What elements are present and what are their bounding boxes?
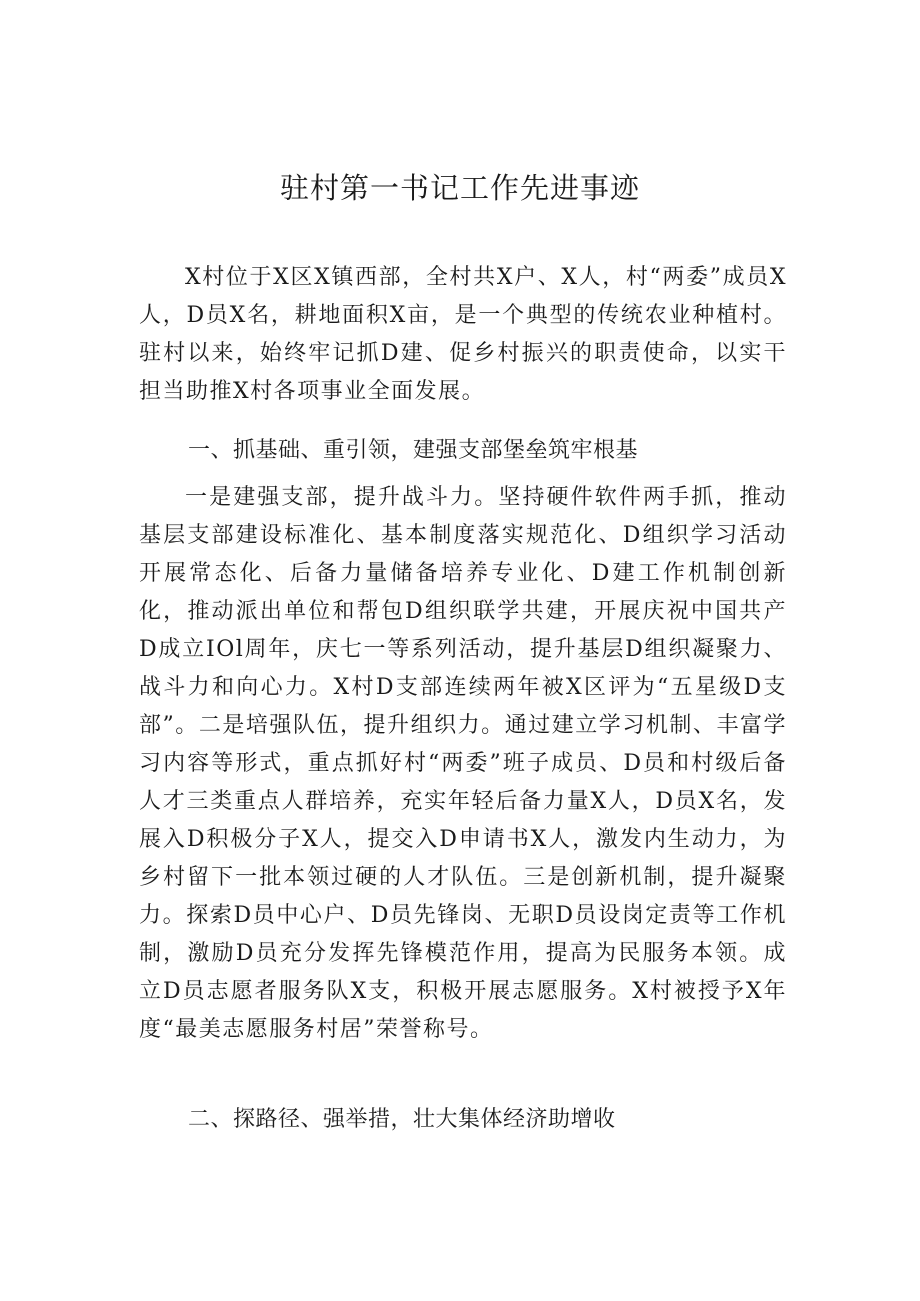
section-1-paragraph: 一是建强支部，提升战斗力。坚持硬件软件两手抓，推动基层支部建设标准化、基本制度落实规范化、D组织学习活动开展常态化、后备力量储备培养专业化、D建工作机制创新化，推动派出单位和帮包D组织联学共建，开展庆祝中国共产D成立IOl周年，庆七一等系列活动，提升基层D组织凝聚力、战斗力和向心力。X村D支部连续两年被X区评为“五星级D支部”。二是培强队伍，提升组织力。通过建立学习机制、丰富学习内容等形式，重点抓好村“两委”班子成员、D员和村级后备人才三类重点人群培养，充实年轻后备力量X人，D员X名，发展入D积极分子X人，提交入D申请书X人，激发内生动力，为乡村留下一批本领过硬的人才队伍。三是创新机制，提升凝聚力。探索D员中心户、D员先锋岗、无职D员设岗定责等工作机制，激励D员充分发挥先锋模范作用，提高为民服务本领。成立D员志愿者服务队X支，积极开展志愿服务。X村被授予X年度“最美志愿服务村居”荣誉称号。: [139, 485, 787, 1042]
section-1-heading: 一、抓基础、重引领，建强支部堡垒筑牢根基: [188, 438, 639, 463]
document-title: 驻村第一书记工作先进事迹: [279, 171, 640, 205]
intro-paragraph: X村位于X区X镇西部，全村共X户、X人，村“两委”成员X人，D员X名，耕地面积X亩，是一个典型的传统农业种植村。驻村以来，始终牢记抓D建、促乡村振兴的职责使命，以实干担当助推X村各项事业全面发展。: [139, 265, 787, 404]
section-2-heading: 二、探路径、强举措，壮大集体经济助增收: [188, 1107, 616, 1132]
